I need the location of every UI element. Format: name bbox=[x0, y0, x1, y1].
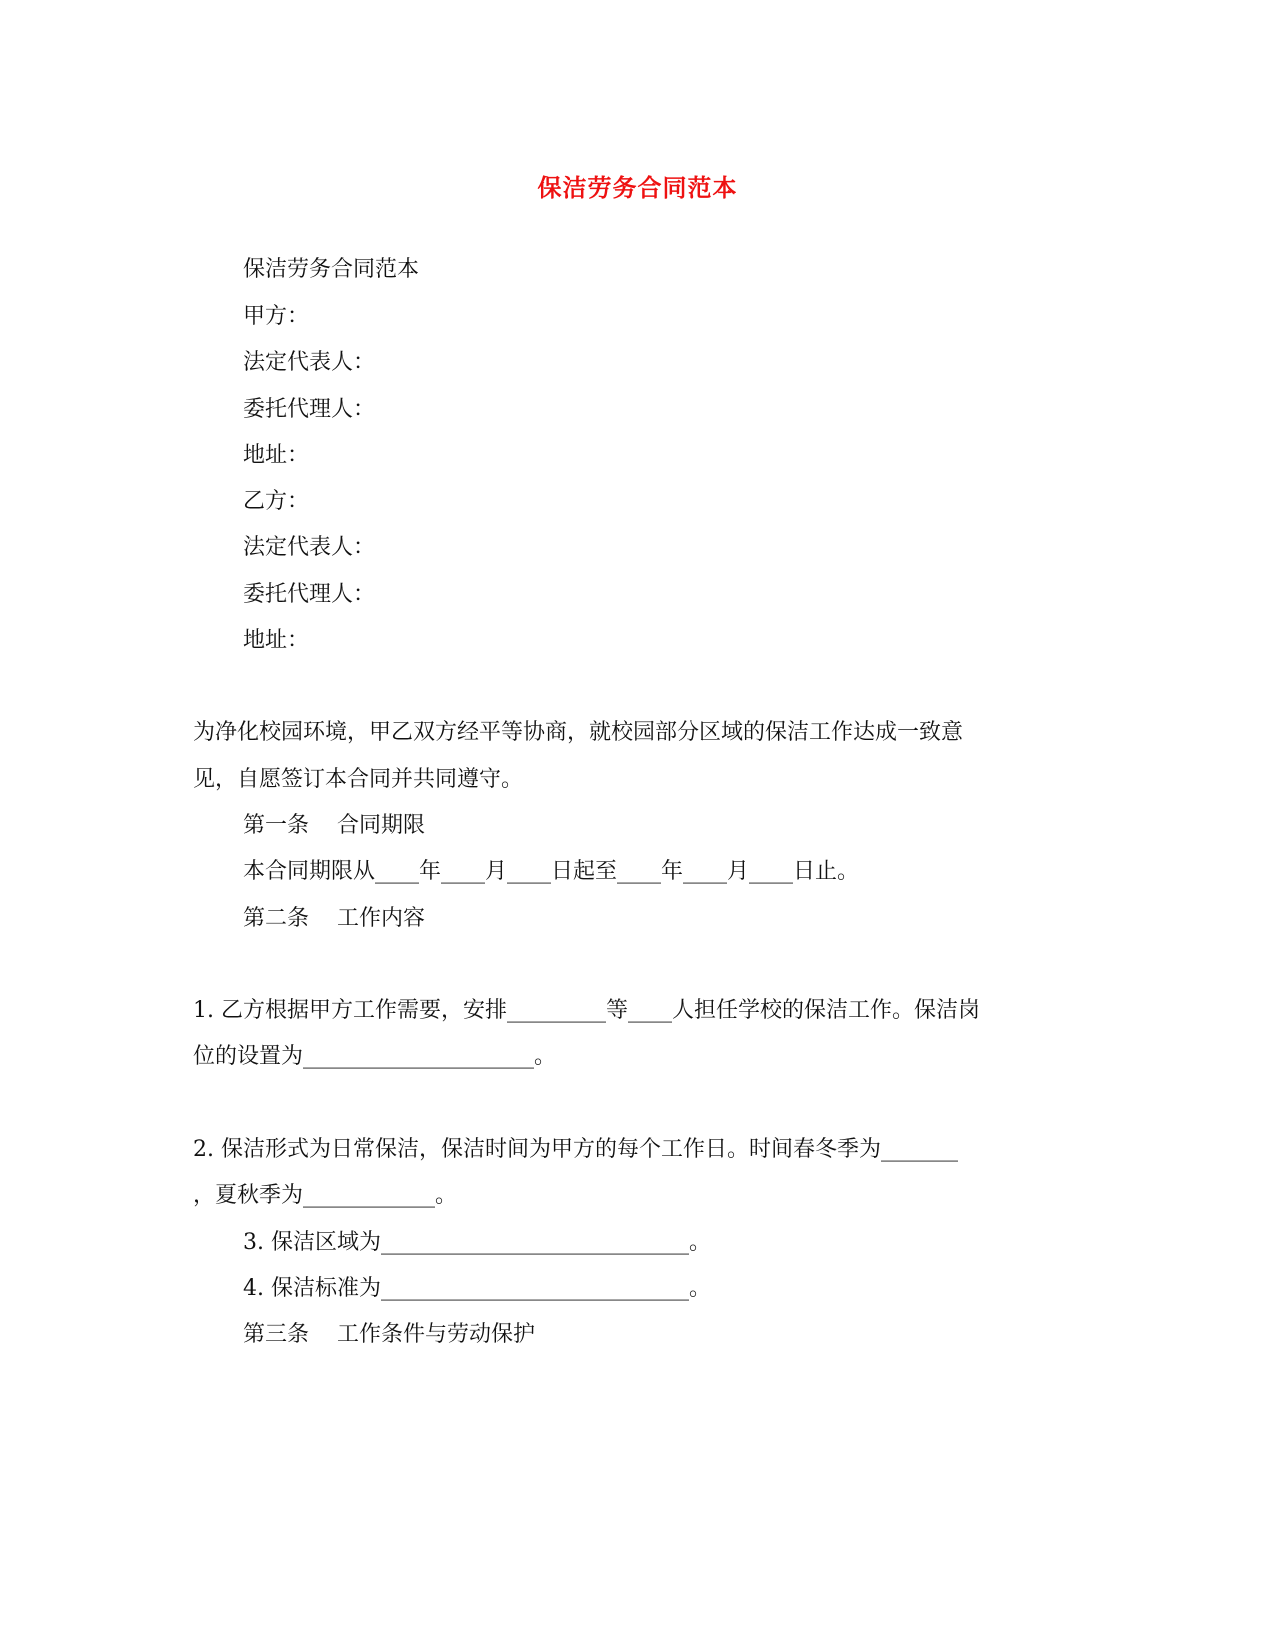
party-a-address: 地址： bbox=[243, 443, 310, 468]
party-a-label: 甲方： bbox=[243, 304, 310, 329]
party-b-agent: 委托代理人： bbox=[243, 582, 376, 607]
preamble-line-2: 见，自愿签订本合同并共同遵守。 bbox=[193, 767, 524, 792]
article-1-text: 本合同期限从____年____月____日起至____年____月____日止。 bbox=[243, 859, 860, 884]
article-3-title: 工作条件与劳动保护 bbox=[337, 1322, 536, 1347]
item-3: 3. 保洁区域为____________________________。 bbox=[243, 1230, 711, 1255]
party-b-representative: 法定代表人： bbox=[243, 535, 376, 560]
article-1-heading bbox=[243, 811, 425, 841]
article-3-heading bbox=[243, 1320, 535, 1350]
item-1-line-2: 位的设置为_____________________。 bbox=[193, 1044, 557, 1069]
item-2-line-1: 2. 保洁形式为日常保洁，保洁时间为甲方的每个工作日。时间春冬季为_______ bbox=[193, 1137, 958, 1162]
party-a-agent: 委托代理人： bbox=[243, 397, 376, 422]
item-2-line-2: ，夏秋季为____________。 bbox=[193, 1183, 458, 1208]
party-b-address: 地址： bbox=[243, 628, 310, 653]
article-2-number: 第二条 bbox=[243, 906, 310, 931]
article-3-number: 第三条 bbox=[243, 1322, 310, 1347]
article-2-title: 工作内容 bbox=[337, 906, 426, 931]
article-1-title: 合同期限 bbox=[337, 813, 426, 838]
document-title: 保洁劳务合同范本 bbox=[537, 173, 738, 202]
article-2-heading bbox=[243, 904, 425, 934]
preamble-line-1: 为净化校园环境，甲乙双方经平等协商，就校园部分区域的保洁工作达成一致意 bbox=[193, 720, 964, 745]
article-1-number: 第一条 bbox=[243, 813, 310, 838]
contract-name: 保洁劳务合同范本 bbox=[243, 257, 420, 282]
party-b-label: 乙方： bbox=[243, 489, 310, 514]
item-1-line-1: 1. 乙方根据甲方工作需要，安排_________等____人担任学校的保洁工作。保洁岗 bbox=[193, 998, 980, 1023]
party-a-representative: 法定代表人： bbox=[243, 350, 376, 375]
item-4: 4. 保洁标准为____________________________。 bbox=[243, 1276, 711, 1301]
